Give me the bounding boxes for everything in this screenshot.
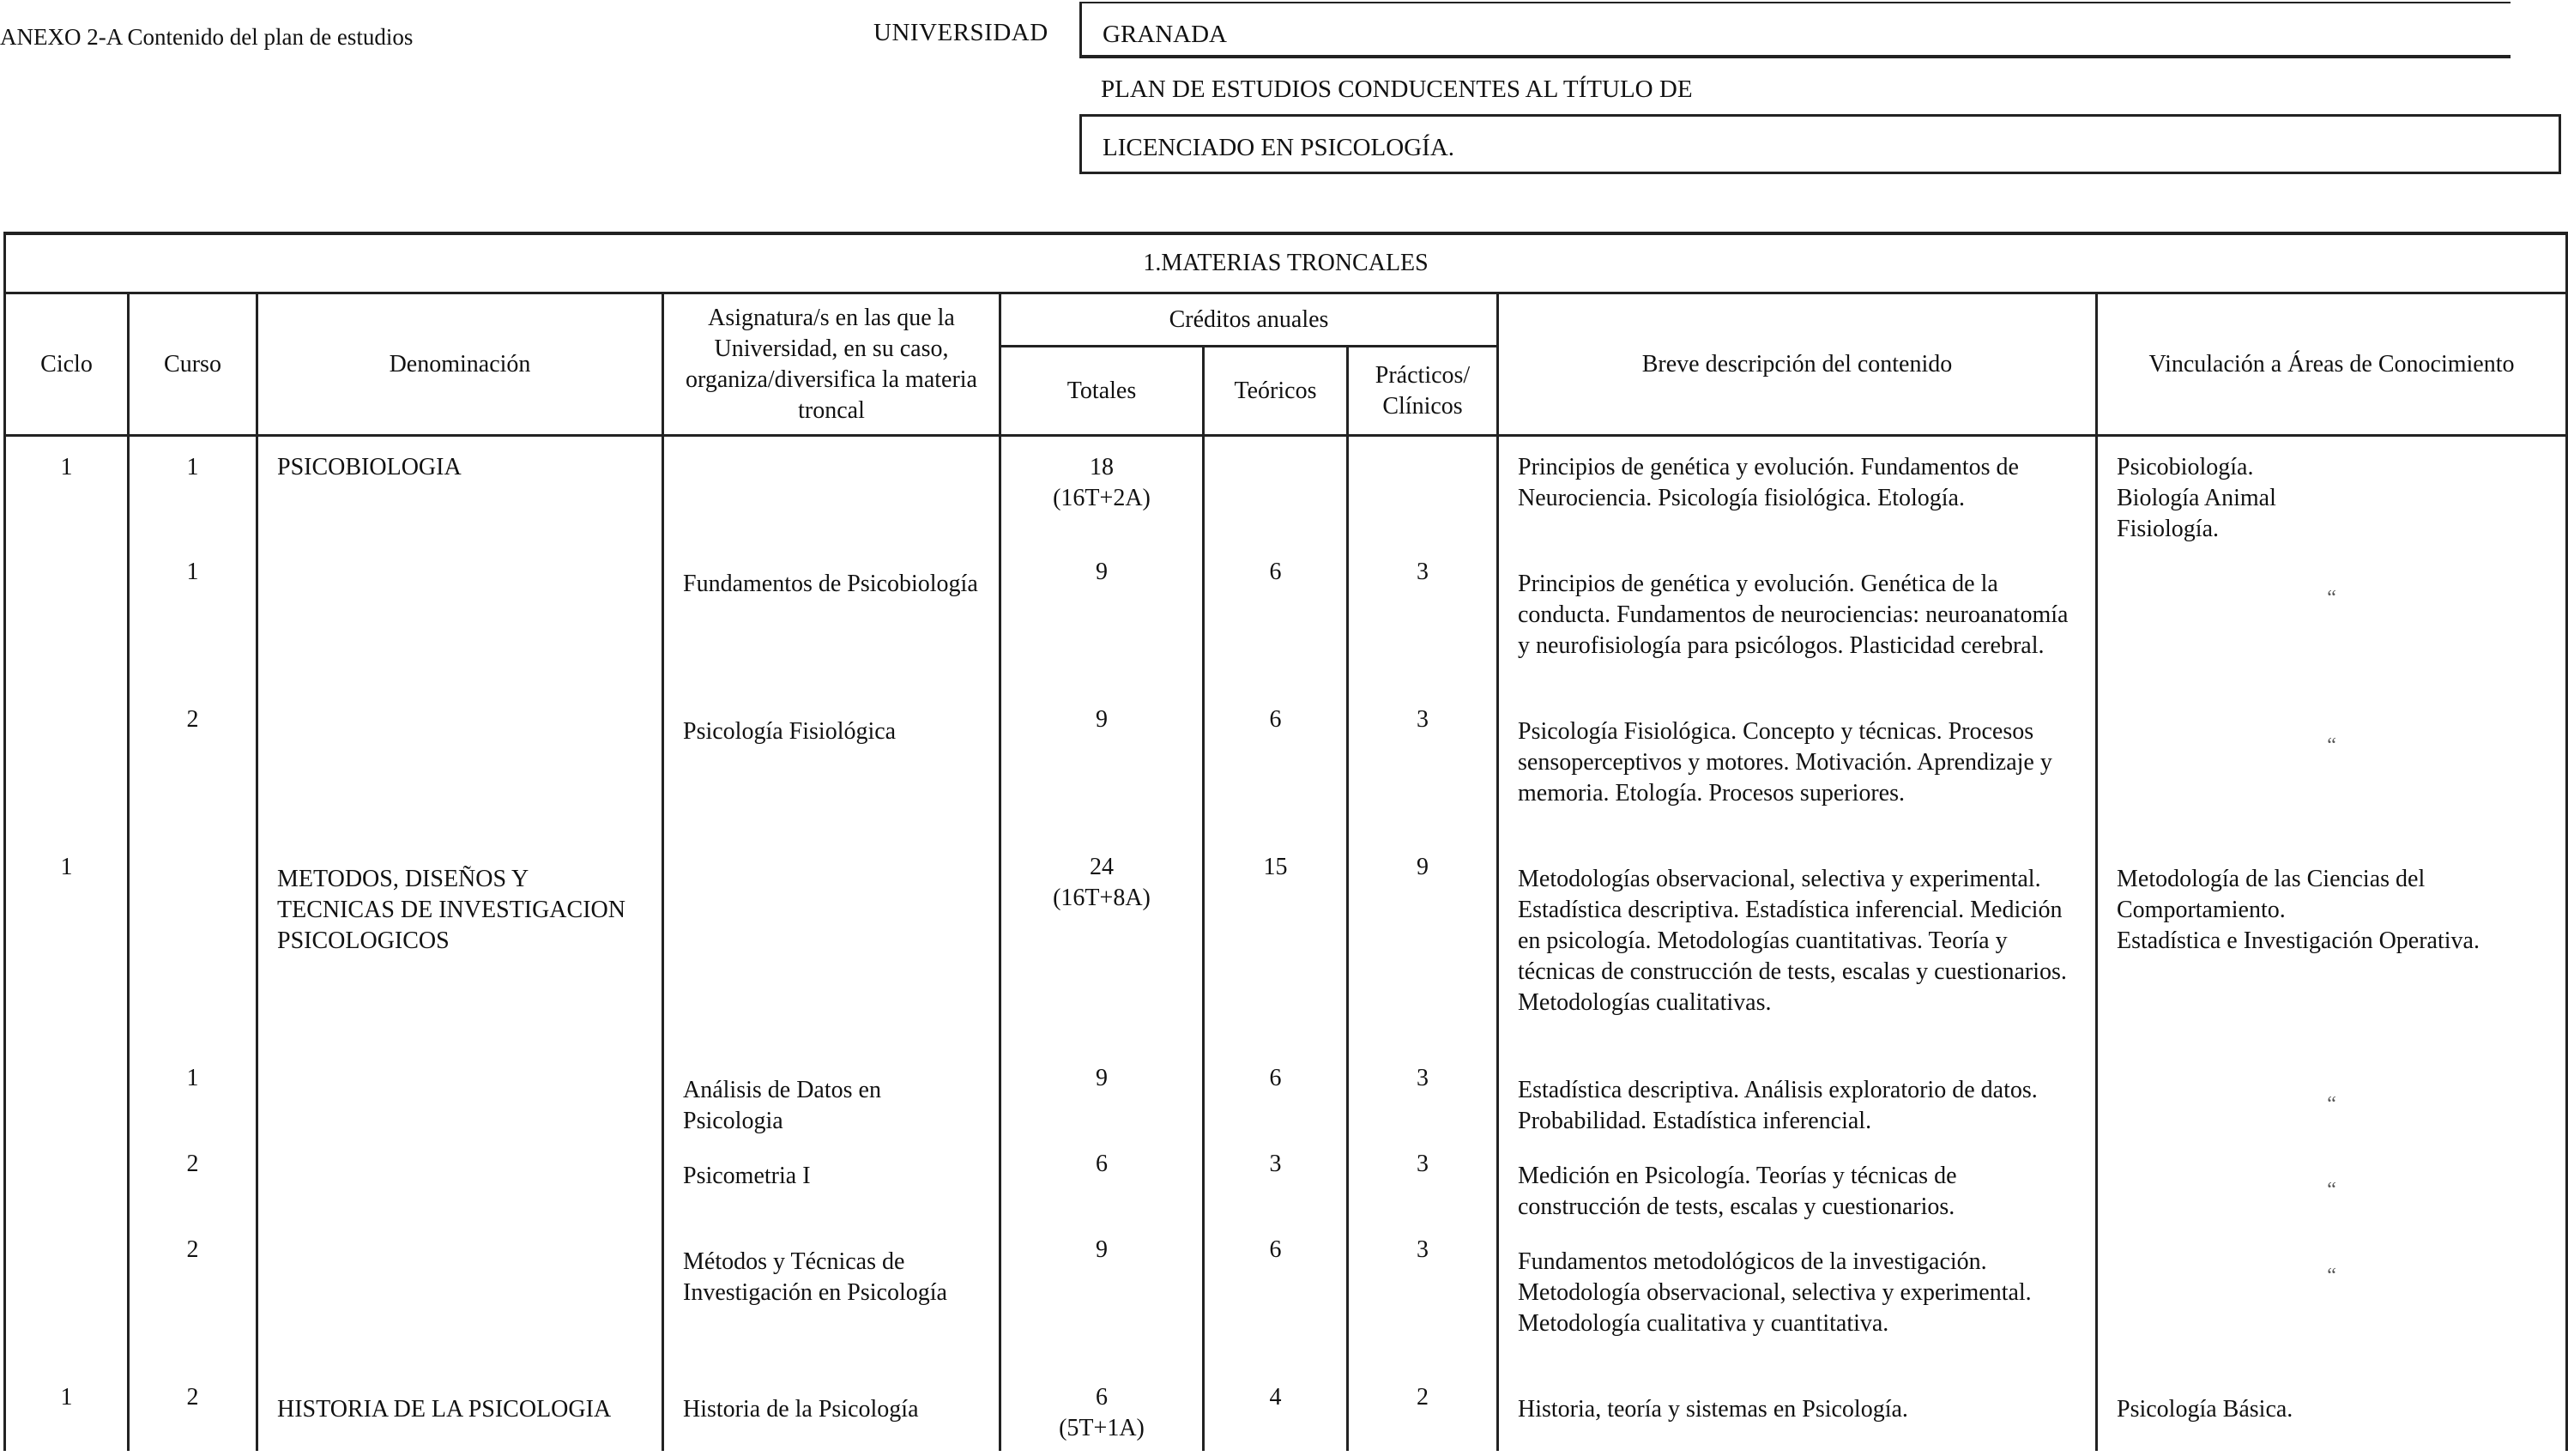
cell-teoricos: 6 (1204, 1235, 1348, 1382)
table-row (5, 1149, 2567, 1235)
cell-vinculacion (2097, 436, 2567, 558)
cell-vinculacion (2097, 1382, 2567, 1451)
col-descripcion: Breve descripción del contenido (1498, 293, 2097, 436)
cell-vinculacion (2097, 557, 2567, 704)
col-asignaturas: Asignatura/s en las que la Universidad, en su caso, organiza/diversifica la materia troncal (663, 293, 1000, 436)
table-row (5, 852, 2567, 1063)
col-creditos: Créditos anuales (1000, 293, 1498, 347)
cell-descripcion: Historia, teoría y sistemas en Psicología. (1498, 1382, 2097, 1451)
totales-value: 9 (1096, 1065, 1108, 1091)
cell-descripcion: Fundamentos metodológicos de la investigación. Metodología observacional, selectiva y experimental. Metodología cualitativa y cuantitativa. (1498, 1235, 2097, 1382)
cell-teoricos: 15 (1204, 852, 1348, 1063)
cell-ciclo: 1 (5, 1382, 129, 1451)
cell-curso: 2 (129, 704, 257, 852)
cell-denominacion (257, 1235, 663, 1382)
cell-asignatura (663, 852, 1000, 1063)
col-denominacion: Denominación (257, 293, 663, 436)
totales-value: 24 (1090, 854, 1114, 880)
vinculacion-text: “ (2327, 1179, 2336, 1201)
university-box (1079, 2, 2511, 58)
cell-asignatura: Análisis de Datos en Psicologia (663, 1063, 1000, 1149)
cell-denominacion: PSICOBIOLOGIA (257, 436, 663, 558)
cell-vinculacion (2097, 1063, 2567, 1149)
cell-practicos: 3 (1348, 1149, 1498, 1235)
col-practicos: Prácticos/ Clínicos (1348, 347, 1498, 436)
vinculacion-text: Metodología de las Ciencias del Comportamiento. Estadística e Investigación Operativa. (2117, 866, 2480, 954)
vinculacion-text: “ (2327, 1093, 2336, 1115)
totales-value: 18 (1090, 454, 1114, 480)
cell-curso: 2 (129, 1382, 257, 1451)
table-title: 1.MATERIAS TRONCALES (5, 233, 2567, 293)
totales-value: 9 (1096, 706, 1108, 733)
totales-detail: (16T+2A) (1053, 485, 1151, 511)
cell-totales (1000, 557, 1204, 704)
cell-vinculacion (2097, 1149, 2567, 1235)
cell-totales (1000, 436, 1204, 558)
col-vinculacion: Vinculación a Áreas de Conocimiento (2097, 293, 2567, 436)
cell-ciclo (5, 1235, 129, 1382)
table-row (5, 704, 2567, 852)
cell-asignatura: Historia de la Psicología (663, 1382, 1000, 1451)
cell-teoricos: 6 (1204, 1063, 1348, 1149)
cell-totales (1000, 1235, 1204, 1382)
annex-title: ANEXO 2-A Contenido del plan de estudios (0, 24, 414, 50)
cell-totales (1000, 1149, 1204, 1235)
cell-descripcion: Metodologías observacional, selectiva y experimental. Estadística descriptiva. Estadística inferencial. Medición en psicología. Metodologías cuantitativas. Teoría y técnicas de construcción de tests, escalas y cuestionarios. Metodologías cualitativas. (1498, 852, 2097, 1063)
cell-practicos (1348, 436, 1498, 558)
totales-value: 6 (1096, 1384, 1108, 1411)
table-row (5, 557, 2567, 704)
totales-detail: (16T+8A) (1053, 885, 1151, 911)
materias-troncales-table (3, 232, 2568, 1451)
cell-practicos: 3 (1348, 1063, 1498, 1149)
cell-practicos: 3 (1348, 1235, 1498, 1382)
cell-ciclo (5, 1149, 129, 1235)
cell-teoricos: 3 (1204, 1149, 1348, 1235)
cell-curso: 1 (129, 1063, 257, 1149)
col-totales: Totales (1000, 347, 1204, 436)
vinculacion-text: Psicología Básica. (2117, 1396, 2293, 1423)
cell-vinculacion (2097, 1235, 2567, 1382)
vinculacion-text: “ (2327, 587, 2336, 609)
vinculacion-text: “ (2327, 1265, 2336, 1287)
cell-totales (1000, 852, 1204, 1063)
cell-teoricos: 4 (1204, 1382, 1348, 1451)
cell-descripcion: Principios de genética y evolución. Fundamentos de Neurociencia. Psicología fisiológica. Etología. (1498, 436, 2097, 558)
cell-descripcion: Principios de genética y evolución. Genética de la conducta. Fundamentos de neurociencias: neuroanatomía y neurofisiología para psicólogos. Plasticidad cerebral. (1498, 557, 2097, 704)
cell-denominacion: HISTORIA DE LA PSICOLOGIA (257, 1382, 663, 1451)
university-label: UNIVERSIDAD (873, 19, 1048, 46)
totales-value: 6 (1096, 1151, 1108, 1177)
cell-ciclo (5, 1063, 129, 1149)
cell-curso: 1 (129, 557, 257, 704)
cell-totales (1000, 704, 1204, 852)
col-teoricos: Teóricos (1204, 347, 1348, 436)
cell-ciclo: 1 (5, 436, 129, 558)
cell-teoricos: 6 (1204, 704, 1348, 852)
cell-denominacion (257, 704, 663, 852)
cell-practicos: 9 (1348, 852, 1498, 1063)
totales-detail: (5T+1A) (1059, 1415, 1145, 1441)
cell-ciclo: 1 (5, 852, 129, 1063)
cell-ciclo (5, 557, 129, 704)
table-row (5, 1382, 2567, 1451)
cell-totales (1000, 1063, 1204, 1149)
cell-practicos: 3 (1348, 704, 1498, 852)
cell-vinculacion (2097, 852, 2567, 1063)
cell-asignatura (663, 436, 1000, 558)
cell-descripcion: Medición en Psicología. Teorías y técnicas de construcción de tests, escalas y cuestionarios. (1498, 1149, 2097, 1235)
cell-curso (129, 852, 257, 1063)
plan-line: PLAN DE ESTUDIOS CONDUCENTES AL TÍTULO DE (1101, 76, 1693, 103)
cell-asignatura: Métodos y Técnicas de Investigación en Psicología (663, 1235, 1000, 1382)
cell-curso: 2 (129, 1149, 257, 1235)
degree-value: LICENCIADO EN PSICOLOGÍA. (1103, 134, 1455, 161)
cell-denominacion (257, 1149, 663, 1235)
cell-teoricos (1204, 436, 1348, 558)
cell-descripcion: Estadística descriptiva. Análisis exploratorio de datos. Probabilidad. Estadística inferencial. (1498, 1063, 2097, 1149)
cell-asignatura: Fundamentos de Psicobiología (663, 557, 1000, 704)
vinculacion-text: Psicobiología. Biología Animal Fisiología. (2117, 454, 2276, 542)
university-value: GRANADA (1103, 21, 1227, 48)
cell-asignatura: Psicología Fisiológica (663, 704, 1000, 852)
totales-value: 9 (1096, 559, 1108, 585)
cell-ciclo (5, 704, 129, 852)
col-ciclo: Ciclo (5, 293, 129, 436)
col-curso: Curso (129, 293, 257, 436)
vinculacion-text: “ (2327, 734, 2336, 757)
cell-asignatura: Psicometria I (663, 1149, 1000, 1235)
cell-denominacion: METODOS, DISEÑOS Y TECNICAS DE INVESTIGACION PSICOLOGICOS (257, 852, 663, 1063)
cell-descripcion: Psicología Fisiológica. Concepto y técnicas. Procesos sensoperceptivos y motores. Motivación. Aprendizaje y memoria. Etología. Procesos superiores. (1498, 704, 2097, 852)
cell-denominacion (257, 1063, 663, 1149)
cell-vinculacion (2097, 704, 2567, 852)
cell-denominacion (257, 557, 663, 704)
table-row (5, 1063, 2567, 1149)
cell-curso: 2 (129, 1235, 257, 1382)
cell-practicos: 2 (1348, 1382, 1498, 1451)
totales-value: 9 (1096, 1236, 1108, 1263)
cell-teoricos: 6 (1204, 557, 1348, 704)
cell-practicos: 3 (1348, 557, 1498, 704)
table-row (5, 1235, 2567, 1382)
table-row (5, 436, 2567, 558)
cell-curso: 1 (129, 436, 257, 558)
cell-totales (1000, 1382, 1204, 1451)
degree-box (1079, 114, 2561, 174)
